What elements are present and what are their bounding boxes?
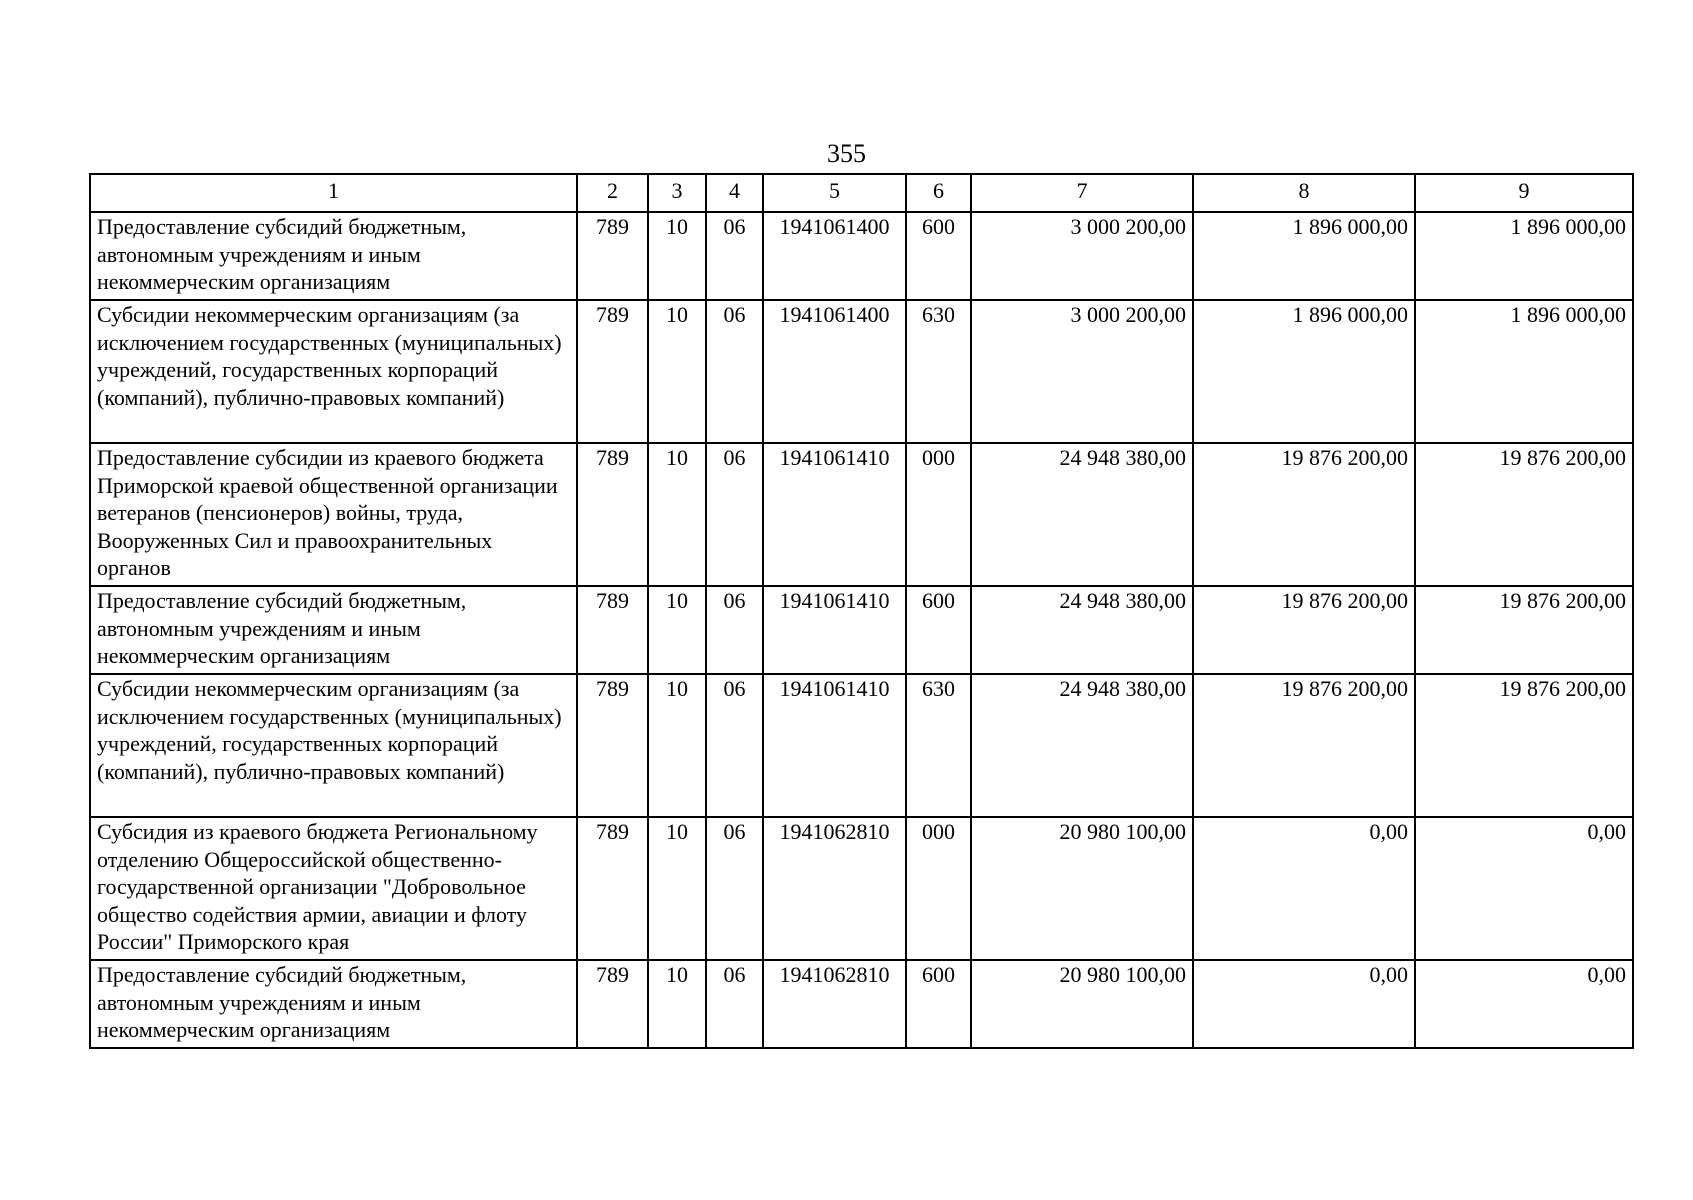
table-row (90, 212, 1633, 300)
cell-code-5: 1941061410 (763, 674, 906, 817)
cell-amount-9: 1 896 000,00 (1415, 212, 1633, 300)
cell-code-6: 630 (906, 674, 971, 817)
cell-code-5: 1941062810 (763, 817, 906, 960)
cell-code-6: 600 (906, 212, 971, 300)
table-row (90, 586, 1633, 674)
cell-amount-8: 1 896 000,00 (1193, 212, 1415, 300)
row-name: Субсидии некоммерческим организациям (за исключением государственных (муниципальных) учреждений, государственных корпораций (компаний), публично-правовых компаний) (90, 300, 577, 443)
cell-code-4: 06 (706, 960, 763, 1048)
cell-code-6: 600 (906, 586, 971, 674)
cell-code-2: 789 (577, 960, 648, 1048)
cell-code-6: 630 (906, 300, 971, 443)
cell-code-6: 000 (906, 443, 971, 586)
cell-amount-7: 20 980 100,00 (971, 817, 1193, 960)
cell-code-2: 789 (577, 443, 648, 586)
cell-amount-9: 1 896 000,00 (1415, 300, 1633, 443)
header-row (90, 174, 1633, 212)
cell-amount-8: 1 896 000,00 (1193, 300, 1415, 443)
cell-code-3: 10 (648, 443, 706, 586)
cell-code-2: 789 (577, 212, 648, 300)
cell-code-5: 1941061400 (763, 212, 906, 300)
column-header: 5 (763, 174, 906, 212)
row-name: Субсидия из краевого бюджета Региональному отделению Общероссийской общественно-государственной организации "Добровольное общество содействия армии, авиации и флоту России" Приморского края (90, 817, 577, 960)
cell-code-2: 789 (577, 817, 648, 960)
cell-amount-8: 19 876 200,00 (1193, 674, 1415, 817)
cell-code-3: 10 (648, 960, 706, 1048)
cell-amount-7: 24 948 380,00 (971, 443, 1193, 586)
cell-code-5: 1941061410 (763, 586, 906, 674)
column-header: 3 (648, 174, 706, 212)
cell-code-4: 06 (706, 300, 763, 443)
column-header: 8 (1193, 174, 1415, 212)
cell-code-2: 789 (577, 586, 648, 674)
cell-code-4: 06 (706, 586, 763, 674)
cell-amount-7: 3 000 200,00 (971, 212, 1193, 300)
column-header: 7 (971, 174, 1193, 212)
table-row (90, 674, 1633, 817)
cell-amount-9: 19 876 200,00 (1415, 443, 1633, 586)
table-row (90, 960, 1633, 1048)
cell-code-4: 06 (706, 212, 763, 300)
cell-code-3: 10 (648, 817, 706, 960)
cell-amount-9: 0,00 (1415, 960, 1633, 1048)
table-row (90, 300, 1633, 443)
cell-code-3: 10 (648, 300, 706, 443)
cell-amount-8: 19 876 200,00 (1193, 443, 1415, 586)
cell-code-5: 1941061410 (763, 443, 906, 586)
cell-amount-7: 24 948 380,00 (971, 674, 1193, 817)
cell-amount-7: 3 000 200,00 (971, 300, 1193, 443)
cell-amount-8: 0,00 (1193, 960, 1415, 1048)
cell-code-4: 06 (706, 674, 763, 817)
cell-code-3: 10 (648, 212, 706, 300)
budget-table (89, 173, 1634, 1049)
page-number: 355 (827, 139, 866, 168)
cell-amount-7: 24 948 380,00 (971, 586, 1193, 674)
cell-code-5: 1941061400 (763, 300, 906, 443)
row-name: Предоставление субсидий бюджетным, автономным учреждениям и иным некоммерческим организациям (90, 212, 577, 300)
row-name: Субсидии некоммерческим организациям (за исключением государственных (муниципальных) учреждений, государственных корпораций (компаний), публично-правовых компаний) (90, 674, 577, 817)
cell-amount-8: 0,00 (1193, 817, 1415, 960)
table-row (90, 817, 1633, 960)
cell-amount-9: 19 876 200,00 (1415, 674, 1633, 817)
cell-amount-9: 0,00 (1415, 817, 1633, 960)
cell-amount-8: 19 876 200,00 (1193, 586, 1415, 674)
column-header: 6 (906, 174, 971, 212)
cell-code-4: 06 (706, 443, 763, 586)
cell-amount-7: 20 980 100,00 (971, 960, 1193, 1048)
column-header: 4 (706, 174, 763, 212)
cell-code-6: 600 (906, 960, 971, 1048)
row-name: Предоставление субсидий бюджетным, автономным учреждениям и иным некоммерческим организациям (90, 586, 577, 674)
row-name: Предоставление субсидии из краевого бюджета Приморской краевой общественной организации ветеранов (пенсионеров) войны, труда, Вооруженных Сил и правоохранительных органов (90, 443, 577, 586)
cell-code-3: 10 (648, 674, 706, 817)
cell-code-2: 789 (577, 300, 648, 443)
cell-code-2: 789 (577, 674, 648, 817)
cell-code-3: 10 (648, 586, 706, 674)
cell-code-4: 06 (706, 817, 763, 960)
column-header: 2 (577, 174, 648, 212)
column-header: 1 (90, 174, 577, 212)
cell-amount-9: 19 876 200,00 (1415, 586, 1633, 674)
cell-code-5: 1941062810 (763, 960, 906, 1048)
table-row (90, 443, 1633, 586)
row-name: Предоставление субсидий бюджетным, автономным учреждениям и иным некоммерческим организациям (90, 960, 577, 1048)
column-header: 9 (1415, 174, 1633, 212)
cell-code-6: 000 (906, 817, 971, 960)
